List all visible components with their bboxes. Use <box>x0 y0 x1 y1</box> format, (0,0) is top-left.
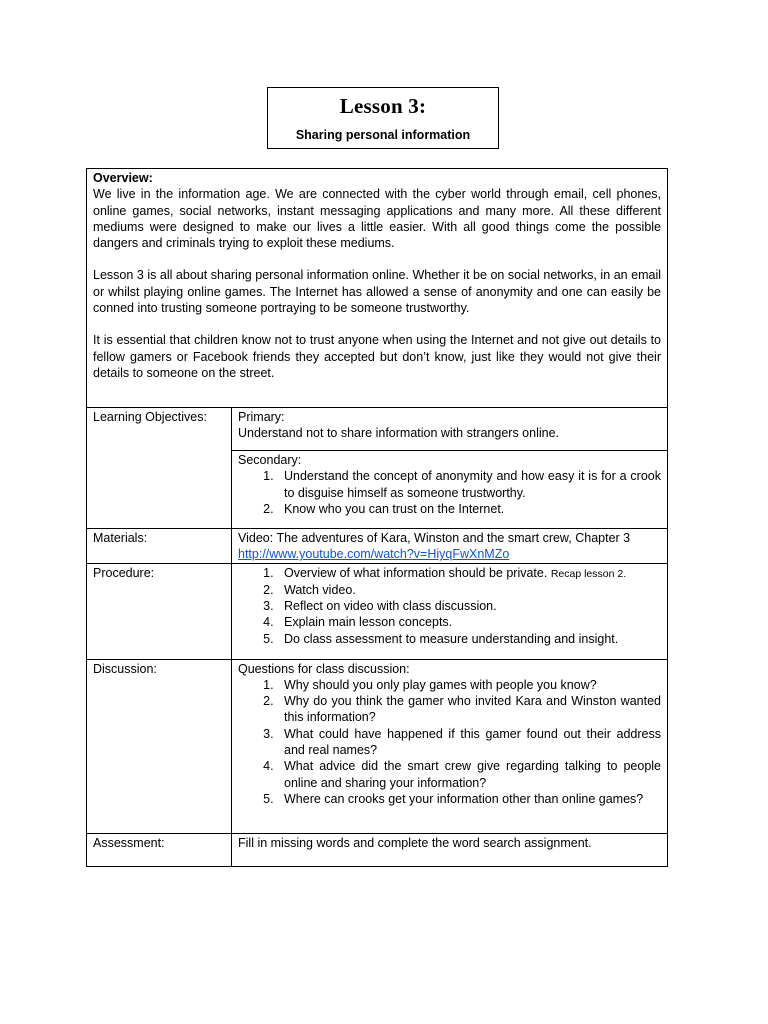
lesson-title-box <box>267 87 499 149</box>
overview-cell <box>87 169 668 408</box>
objectives-primary-text: Understand not to share information with strangers online. <box>238 426 560 441</box>
objectives-secondary-cell <box>232 451 668 529</box>
lesson-plan-table <box>86 168 668 867</box>
objectives-secondary-list <box>238 468 661 517</box>
objectives-row-primary <box>87 408 668 451</box>
materials-label: Materials: <box>87 529 232 564</box>
discussion-row <box>87 659 668 833</box>
materials-row <box>87 529 668 564</box>
overview-paragraph: Lesson 3 is all about sharing personal information online. Whether it be on social networks, in an email or whilst playing online games. The Internet has allowed a sense of anonymity and one can easily be conned into trusting someone portraying to be someone trustworthy. <box>93 268 661 316</box>
discussion-list <box>238 677 661 807</box>
objectives-primary-heading: Primary: <box>238 410 285 424</box>
list-item: 5. Where can crooks get your information other than online games? <box>284 791 661 807</box>
materials-video-link[interactable]: http://www.youtube.com/watch?v=HiyqFwXnMZo <box>238 547 510 562</box>
materials-cell <box>232 529 668 564</box>
procedure-recap-note: Recap lesson 2. <box>550 567 627 580</box>
procedure-row <box>87 563 668 659</box>
overview-row <box>87 169 668 408</box>
discussion-label: Discussion: <box>87 659 232 833</box>
objectives-secondary-heading: Secondary: <box>238 453 302 467</box>
overview-paragraph: It is essential that children know not to trust anyone when using the Internet and not give out details to fellow gamers or Facebook friends they accepted but don’t know, just like they would not give their details to someone on the street. <box>93 333 661 380</box>
objectives-label: Learning Objectives: <box>87 408 232 529</box>
objectives-primary-cell <box>232 408 668 451</box>
list-item: 4. Explain main lesson concepts. <box>284 614 661 630</box>
list-item: 3. Reflect on video with class discussion. <box>284 598 661 614</box>
assessment-label: Assessment: <box>87 833 232 866</box>
list-item: 2. Watch video. <box>284 582 661 598</box>
discussion-intro: Questions for class discussion: <box>238 661 410 676</box>
list-item: 4. What advice did the smart crew give regarding talking to people online and sharing your information? <box>284 758 661 791</box>
list-item: 3. What could have happened if this gamer found out their address and real names? <box>284 726 661 759</box>
lesson-subtitle: Sharing personal information <box>295 128 471 142</box>
list-item: 1. Why should you only play games with people you know? <box>284 677 661 693</box>
list-item: 1. Understand the concept of anonymity and how easy it is for a crook to disguise himself as someone trustworthy. <box>284 468 661 501</box>
overview-paragraph: We live in the information age. We are connected with the cyber world through email, cell phones, online games, social networks, instant messaging applications and many more. All these different mediums were designed to make our lives a little easier. With all good things come the possible dangers and criminals trying to exploit these mediums. <box>93 187 661 251</box>
overview-heading: Overview: <box>93 171 153 185</box>
list-item <box>284 565 661 582</box>
list-item: 2. Why do you think the gamer who invited Kara and Winston wanted this information? <box>284 693 661 726</box>
list-item: 5. Do class assessment to measure understanding and insight. <box>284 631 661 647</box>
discussion-cell <box>232 659 668 833</box>
procedure-label: Procedure: <box>87 563 232 659</box>
materials-text: Video: The adventures of Kara, Winston and the smart crew, Chapter 3 <box>238 531 631 545</box>
procedure-cell <box>232 563 668 659</box>
list-item: 2. Know who you can trust on the Internet. <box>284 501 661 517</box>
procedure-item-text: Overview of what information should be private. <box>284 565 548 580</box>
lesson-title: Lesson 3: <box>339 94 427 118</box>
procedure-list <box>238 565 661 647</box>
assessment-row <box>87 833 668 866</box>
assessment-text: Fill in missing words and complete the word search assignment. <box>232 833 668 866</box>
